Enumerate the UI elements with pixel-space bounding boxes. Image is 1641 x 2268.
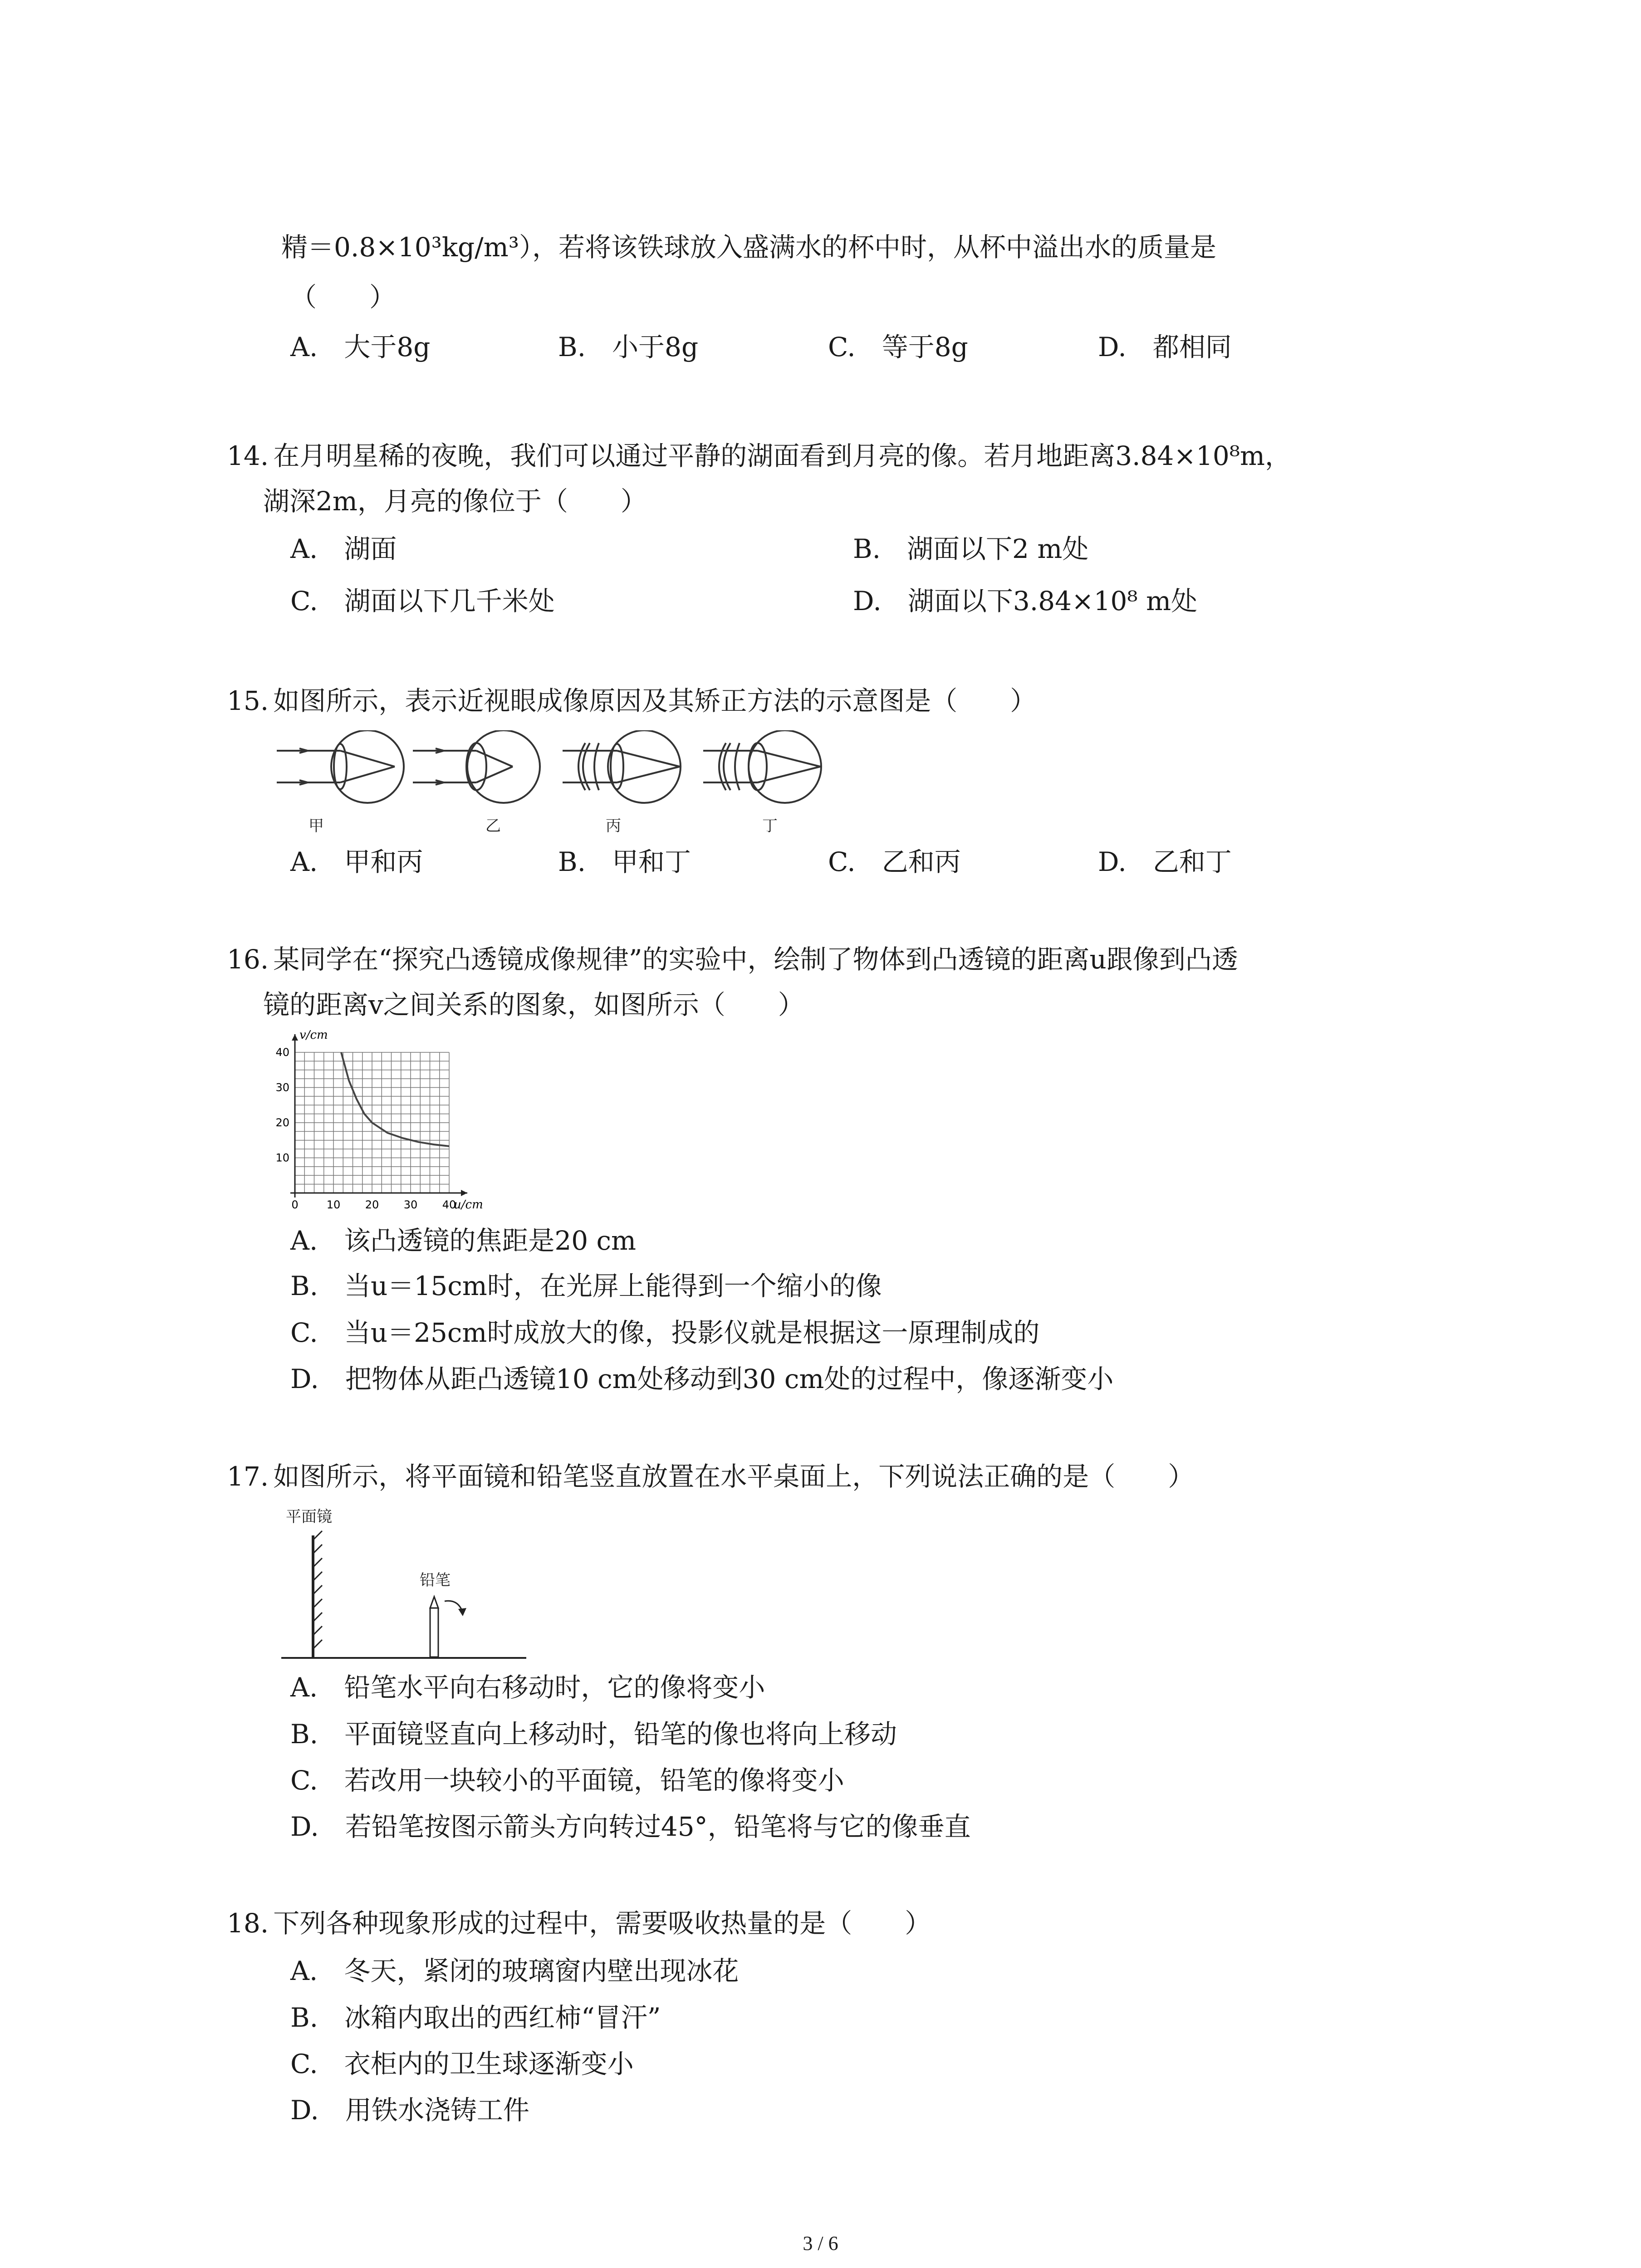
q13-option-a: A. 大于8g [290, 332, 431, 362]
q17-stem-line [227, 1458, 1194, 1495]
chart-x-tick-label: 20 [365, 1198, 379, 1211]
q16-option-b: B. 当u＝15cm时，在光屏上能得到一个缩小的像 [290, 1271, 882, 1301]
q17-option-d: D. 若铅笔按图示箭头方向转过45°，铅笔将与它的像垂直 [290, 1811, 971, 1842]
q16-uv-chart [268, 1025, 504, 1220]
chart-x-tick-label: 0 [291, 1198, 299, 1211]
q13-answer-bracket: （ ） [290, 282, 396, 313]
q18-number: 18. [227, 1908, 269, 1939]
q17-stem-text: 如图所示，将平面镜和铅笔竖直放置在水平桌面上，下列说法正确的是（ ） [273, 1461, 1195, 1492]
q16-stem-line2: 镜的距离v之间关系的图象，如图所示（ ） [263, 989, 804, 1020]
chart-x-tick-label: 40 [442, 1198, 456, 1211]
q17-option-b: B. 平面镜竖直向上移动时，铅笔的像也将向上移动 [290, 1719, 897, 1750]
q14-option-b: B. 湖面以下2 m处 [853, 533, 1089, 564]
q14-number: 14. [227, 440, 269, 471]
chart-x-arrow [461, 1190, 467, 1196]
chart-x-tick-label: 30 [403, 1198, 418, 1211]
q13-option-c: C. 等于8g [828, 332, 968, 362]
chart-y-arrow [292, 1034, 298, 1041]
q16-number: 16. [227, 944, 269, 975]
eye-bing [563, 730, 681, 803]
chart-axes [290, 1034, 467, 1198]
q13-option-d: D. 都相同 [1098, 332, 1232, 362]
q16-option-a: A. 该凸透镜的焦距是20 cm [290, 1225, 637, 1256]
pencil-label: 铅笔 [420, 1571, 451, 1589]
q18-option-b: B. 冰箱内取出的西红柿“冒汗” [290, 2002, 661, 2033]
q18-stem-line [227, 1905, 931, 1941]
chart-y-axis-label: v/cm [299, 1028, 328, 1042]
q18-stem-text: 下列各种现象形成的过程中，需要吸收热量的是（ ） [273, 1908, 931, 1939]
rotation-arrowhead [458, 1608, 466, 1616]
label-ding: 丁 [762, 817, 778, 835]
q16-option-d: D. 把物体从距凸透镜10 cm处移动到30 cm处的过程中，像逐渐变小 [290, 1364, 1114, 1394]
q15-option-c: C. 乙和丙 [828, 846, 961, 877]
q15-option-b: B. 甲和丁 [558, 846, 691, 877]
q15-stem-line [227, 683, 1036, 719]
q17-mirror-pencil-figure [272, 1504, 535, 1667]
q14-option-a: A. 湖面 [290, 533, 397, 564]
chart-y-tick-label: 10 [275, 1151, 289, 1164]
q16-option-c: C. 当u＝25cm时成放大的像，投影仪就是根据这一原理制成的 [290, 1317, 1040, 1348]
q14-option-d: D. 湖面以下3.84×10⁸ m处 [853, 586, 1198, 616]
q15-stem-text: 如图所示，表示近视眼成像原因及其矫正方法的示意图是（ ） [273, 685, 1037, 716]
q15-option-a: A. 甲和丙 [290, 846, 423, 877]
q18-option-d: D. 用铁水浇铸工件 [290, 2095, 529, 2126]
q13-option-b: B. 小于8g [558, 332, 699, 362]
chart-tick-labels [275, 1046, 456, 1211]
q13-continuation-line: 精＝0.8×10³kg/m³），若将该铁球放入盛满水的杯中时，从杯中溢出水的质量是 [281, 232, 1216, 263]
q16-stem-text1: 某同学在“探究凸透镜成像规律”的实验中，绘制了物体到凸透镜的距离u跟像到凸透 [273, 944, 1238, 975]
pencil [430, 1597, 438, 1657]
page-number: 3 / 6 [803, 2232, 838, 2254]
label-jia: 甲 [309, 817, 324, 835]
eye-yi [413, 730, 540, 803]
q14-stem-text1: 在月明星稀的夜晚，我们可以通过平静的湖面看到月亮的像。若月地距离3.84×10⁸m， [273, 440, 1292, 471]
label-bing: 丙 [606, 817, 621, 835]
q17-option-a: A. 铅笔水平向右移动时，它的像将变小 [290, 1672, 765, 1703]
chart-y-tick-label: 30 [275, 1081, 289, 1094]
q17-option-c: C. 若改用一块较小的平面镜，铅笔的像将变小 [290, 1765, 844, 1796]
eye-ding [703, 730, 821, 803]
eye-jia [277, 730, 404, 803]
q15-eye-diagram [272, 730, 839, 839]
q16-stem-line1 [227, 941, 1238, 978]
q14-stem-line1 [227, 438, 1291, 474]
q15-option-d: D. 乙和丁 [1098, 846, 1232, 877]
label-yi: 乙 [485, 817, 501, 835]
chart-x-tick-label: 10 [326, 1198, 341, 1211]
chart-x-axis-label: u/cm [454, 1198, 483, 1212]
q18-option-a: A. 冬天，紧闭的玻璃窗内壁出现冰花 [290, 1955, 739, 1986]
q14-option-c: C. 湖面以下几千米处 [290, 586, 555, 616]
chart-y-tick-label: 40 [275, 1046, 289, 1059]
chart-series-curve [341, 1052, 449, 1146]
q15-number: 15. [227, 685, 269, 716]
mirror-label: 平面镜 [286, 1508, 332, 1526]
q17-number: 17. [227, 1461, 269, 1492]
q14-stem-line2: 湖深2m，月亮的像位于（ ） [263, 486, 647, 517]
q18-option-c: C. 衣柜内的卫生球逐渐变小 [290, 2048, 634, 2079]
chart-y-tick-label: 20 [275, 1116, 289, 1129]
